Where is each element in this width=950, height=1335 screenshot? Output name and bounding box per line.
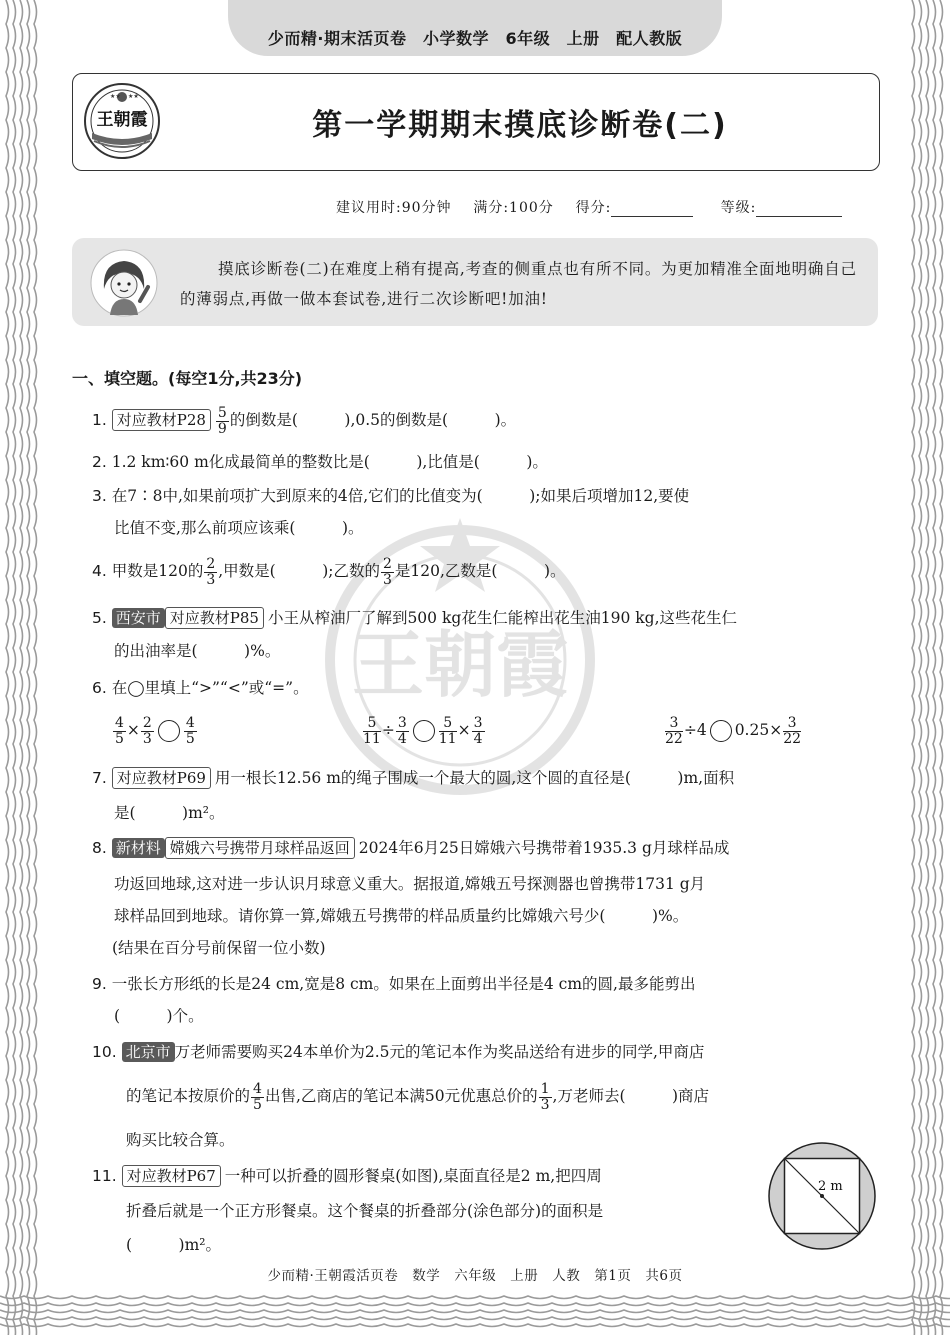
border-wave bbox=[0, 1303, 950, 1306]
student-avatar-icon bbox=[90, 249, 158, 317]
compare-expression-3: $\frac{3}{22}$ ÷4 0.25× $\frac{3}{22}$ bbox=[665, 714, 802, 747]
border-wave bbox=[940, 0, 943, 1335]
question-7-line-2: 是( )m²。 bbox=[114, 804, 225, 822]
svg-text:★★: ★★ bbox=[110, 93, 121, 100]
compare-circle[interactable] bbox=[710, 720, 732, 742]
question-text: 用一根长12.56 m的绳子围成一个最大的圆,这个圆的直径是( )m,面积 bbox=[214, 769, 735, 787]
exam-meta bbox=[336, 197, 842, 217]
publisher-logo bbox=[82, 81, 162, 161]
textbook-tag: 对应教材P85 bbox=[165, 607, 264, 629]
topic-tag: 嫦娥六号携带月球样品返回 bbox=[165, 837, 355, 859]
svg-text:王朝霞: 王朝霞 bbox=[351, 622, 569, 707]
border-wave bbox=[919, 0, 922, 1335]
city-tag: 北京市 bbox=[122, 1042, 175, 1062]
grade-label: 等级: bbox=[720, 200, 757, 216]
folding-table-diagram bbox=[766, 1140, 878, 1252]
question-2 bbox=[92, 444, 548, 480]
question-11-line-3: ( )m²。 bbox=[126, 1236, 222, 1254]
compare-expression-1: $\frac{4}{5}$ × $\frac{2}{3}$ $\frac{4}{5}$ bbox=[115, 714, 195, 747]
question-1 bbox=[92, 402, 516, 438]
border-wave bbox=[13, 0, 16, 1335]
page-title: 第一学期期末摸底诊断卷(二) bbox=[312, 108, 728, 143]
compare-circle[interactable] bbox=[158, 720, 180, 742]
border-wave bbox=[0, 1310, 950, 1313]
full-score: 满分:100分 bbox=[473, 200, 554, 216]
question-number: 1. bbox=[92, 411, 107, 429]
question-3 bbox=[92, 478, 689, 514]
question-text: 在◯里填上“>”“<”或“=”。 bbox=[111, 679, 309, 697]
question-number: 4. bbox=[92, 562, 107, 580]
question-6 bbox=[92, 670, 309, 706]
question-11-line-2: 折叠后就是一个正方形餐桌。这个餐桌的折叠部分(涂色部分)的面积是 bbox=[126, 1202, 604, 1220]
question-number: 2. bbox=[92, 453, 107, 471]
score-field[interactable] bbox=[611, 202, 693, 217]
fraction: $\frac{5}{9}$ bbox=[217, 404, 227, 437]
suggested-time: 建议用时:90分钟 bbox=[336, 200, 452, 216]
question-text: ,甲数是( );乙数的 bbox=[218, 562, 380, 580]
question-text: 一张长方形纸的长是24 cm,宽是8 cm。如果在上面剪出半径是4 cm的圆,最多能剪出 bbox=[111, 975, 696, 993]
question-text: 1.2 km∶60 m化成最简单的整数比是( ),比值是( )。 bbox=[111, 453, 548, 471]
question-9 bbox=[92, 966, 695, 1002]
fraction: $\frac{2}{3}$ bbox=[383, 555, 392, 588]
question-number: 3. bbox=[92, 487, 107, 505]
svg-text:王朝霞: 王朝霞 bbox=[96, 110, 148, 130]
question-number: 10. bbox=[92, 1043, 117, 1061]
compare-circle[interactable] bbox=[413, 720, 435, 742]
city-tag: 西安市 bbox=[112, 608, 165, 628]
border-wave bbox=[34, 0, 37, 1335]
page-footer: 少而精·王朝霞活页卷 数学 六年级 上册 人教 第1页 共6页 bbox=[267, 1268, 683, 1284]
question-number: 5. bbox=[92, 609, 107, 627]
svg-text:★★: ★★ bbox=[128, 93, 139, 100]
question-10-line-2: 的笔记本按原价的 $\frac{4}{5}$ 出售,乙商店的笔记本满50元优惠总价的 $\frac{1}{3}$ ,万老师去( )商店 bbox=[126, 1080, 710, 1113]
border-wave bbox=[933, 0, 936, 1335]
question-text: 一种可以折叠的圆形餐桌(如图),桌面直径是2 m,把四周 bbox=[224, 1167, 602, 1185]
border-wave bbox=[0, 1324, 950, 1327]
question-10 bbox=[92, 1034, 704, 1070]
question-11 bbox=[92, 1158, 602, 1194]
question-9-line-2: ( )个。 bbox=[114, 1007, 204, 1025]
question-number: 11. bbox=[92, 1167, 117, 1185]
textbook-tag: 对应教材P28 bbox=[112, 409, 211, 431]
question-10-line-3: 购买比较合算。 bbox=[126, 1131, 235, 1149]
border-wave bbox=[0, 1296, 950, 1299]
compare-expression-2: $\frac{5}{11}$ ÷ $\frac{3}{4}$ $\frac{5}{11}$ × $\frac{3}{4}$ bbox=[363, 714, 483, 747]
series-text: 少而精·期末活页卷 小学数学 6年级 上册 配人教版 bbox=[267, 29, 683, 48]
question-7 bbox=[92, 760, 734, 796]
textbook-tag: 对应教材P69 bbox=[112, 767, 211, 789]
border-wave bbox=[20, 0, 23, 1335]
question-text: 万老师需要购买24本单价为2.5元的笔记本作为奖品送给有进步的同学,甲商店 bbox=[174, 1043, 705, 1061]
question-3-line-2: 比值不变,那么前项应该乘( )。 bbox=[114, 519, 364, 537]
question-number: 6. bbox=[92, 679, 107, 697]
question-text: 的倒数是( ),0.5的倒数是( )。 bbox=[229, 411, 517, 429]
question-number: 9. bbox=[92, 975, 107, 993]
question-number: 7. bbox=[92, 769, 107, 787]
new-material-tag: 新材料 bbox=[112, 838, 165, 858]
question-8-note: (结果在百分号前保留一位小数) bbox=[112, 939, 326, 957]
border-wave bbox=[27, 0, 30, 1335]
border-wave bbox=[0, 1317, 950, 1320]
score-label: 得分: bbox=[575, 200, 612, 216]
question-text: 小王从榨油厂了解到500 kg花生仁能榨出花生油190 kg,这些花生仁 bbox=[267, 609, 738, 627]
question-5 bbox=[92, 600, 737, 636]
question-number: 8. bbox=[92, 839, 107, 857]
border-wave bbox=[6, 0, 9, 1335]
question-8-line-3: 球样品回到地球。请你算一算,嫦娥五号携带的样品质量约比嫦娥六号少( )%。 bbox=[114, 907, 689, 925]
textbook-tag: 对应教材P67 bbox=[122, 1165, 221, 1187]
fraction: $\frac{2}{3}$ bbox=[206, 555, 216, 588]
question-text: 2024年6月25日嫦娥六号携带着1935.3 g月球样品成 bbox=[358, 839, 730, 857]
question-5-line-2: 的出油率是( )%。 bbox=[114, 642, 281, 660]
section-heading-fill-blank: 一、填空题。(每空1分,共23分) bbox=[72, 369, 303, 388]
grade-field[interactable] bbox=[756, 202, 842, 217]
border-wave bbox=[926, 0, 929, 1335]
border-wave bbox=[912, 0, 915, 1335]
diameter-label: 2 m bbox=[818, 1179, 843, 1194]
question-8 bbox=[92, 830, 729, 866]
question-4 bbox=[92, 553, 566, 589]
tip-text: 摸底诊断卷(二)在难度上稍有提高,考查的侧重点也有所不同。为更加精准全面地明确自己的薄弱点,再做一做本套试卷,进行二次诊断吧!加油! bbox=[180, 260, 857, 308]
question-text: 甲数是120的 bbox=[111, 562, 204, 580]
question-text: 在7∶8中,如果前项扩大到原来的4倍,它们的比值变为( );如果后项增加12,要使 bbox=[111, 487, 690, 505]
question-text: 是120,乙数是( )。 bbox=[394, 562, 566, 580]
question-8-line-2: 功返回地球,这对进一步认识月球意义重大。据报道,嫦娥五号探测器也曾携带1731 g月 bbox=[114, 875, 706, 893]
